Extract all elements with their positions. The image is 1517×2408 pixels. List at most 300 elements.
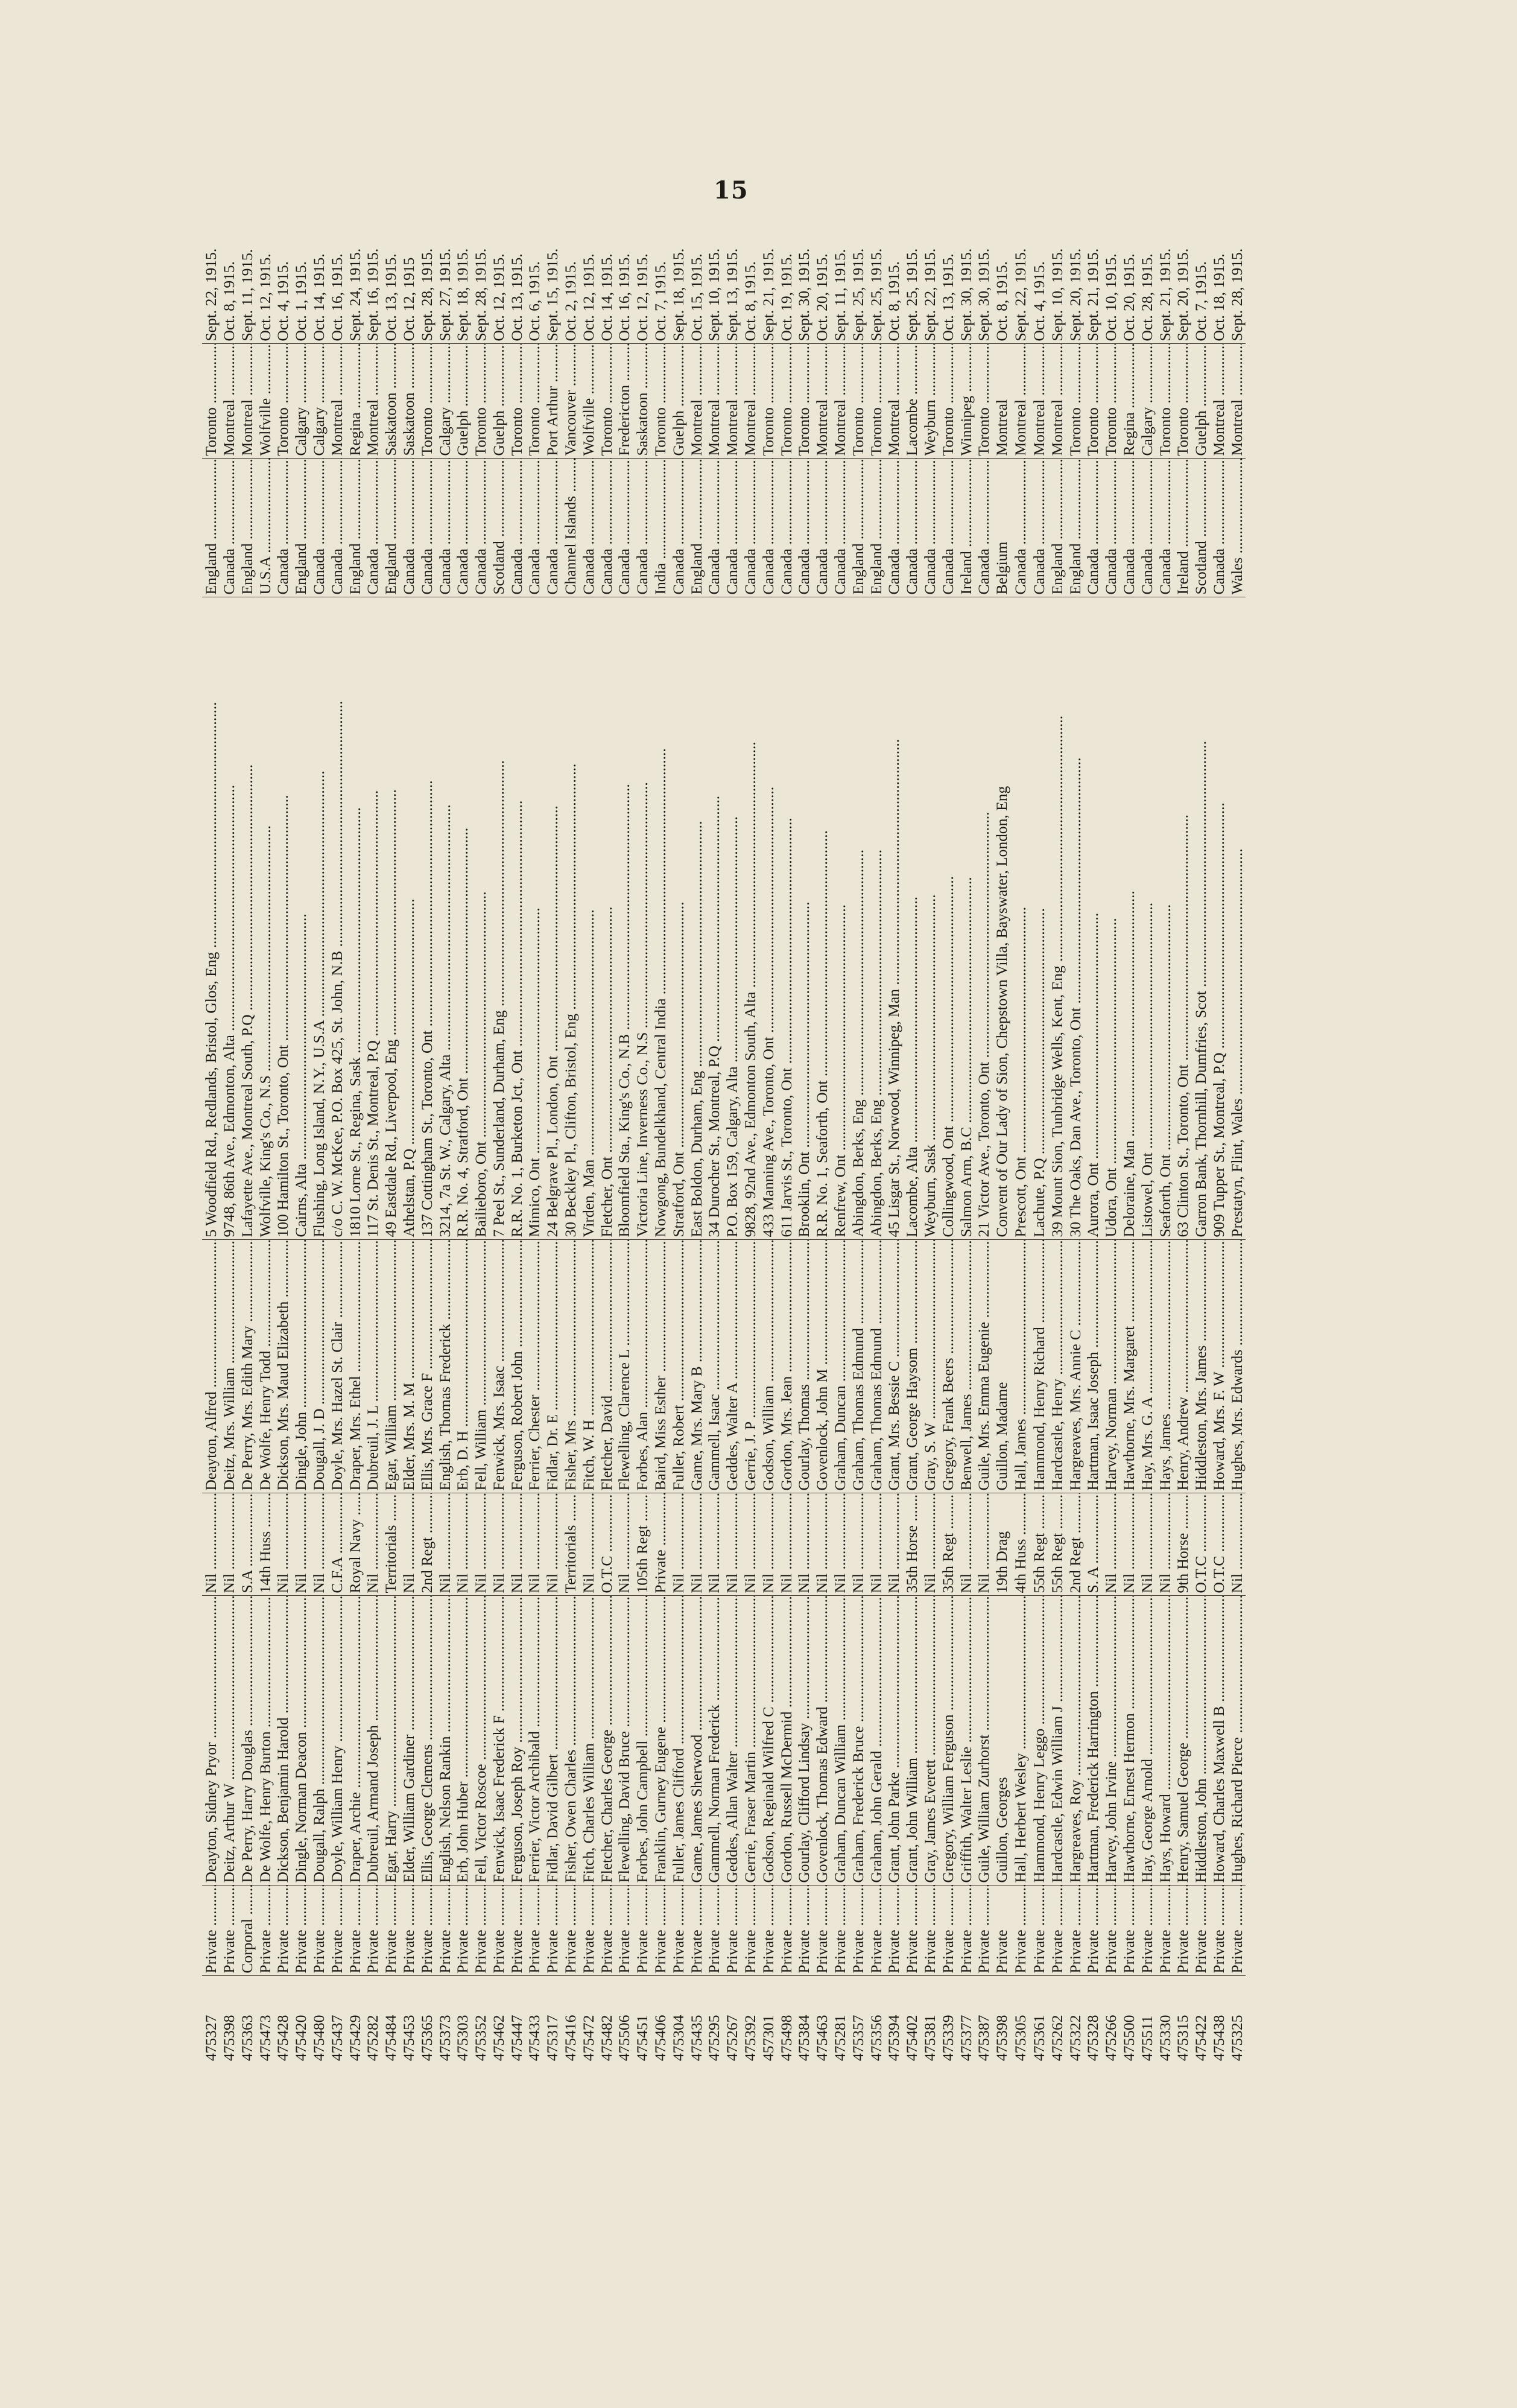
table-row xyxy=(741,241,759,2063)
next-of-kin-address: Weyburn, Sask ..... xyxy=(921,597,939,1240)
place-of-enlistment: Montreal ..... xyxy=(741,344,759,459)
date-of-enlistment: Sept. 30, 1915. xyxy=(975,248,993,342)
soldier-name: Hall, Herbert Wesley ..... xyxy=(1011,1596,1030,1885)
date-of-enlistment: Oct. 19, 1915. xyxy=(777,253,795,342)
previous-service: Nil ..... xyxy=(921,1493,939,1596)
soldier-name: Ferguson, Joseph Roy ..... xyxy=(508,1596,526,1885)
rank: Private ..... xyxy=(1138,1885,1156,1976)
country-of-birth: Wales ..... xyxy=(1228,459,1246,597)
previous-service: Nil ..... xyxy=(975,1493,993,1596)
next-of-kin: Fenwick, Mrs. Isaac ..... xyxy=(490,1240,508,1493)
date-of-enlistment: Sept. 18, 1915. xyxy=(669,248,687,342)
rank: Private ..... xyxy=(202,1885,220,1976)
next-of-kin: Elder, Mrs. M. M ..... xyxy=(400,1240,418,1493)
next-of-kin-address: 7 Peel St., Sunderland, Durham, Eng ..... xyxy=(490,597,508,1240)
country-of-birth: Canada ..... xyxy=(813,459,831,597)
place-of-enlistment: Toronto ..... xyxy=(598,344,616,459)
table-row xyxy=(543,241,562,2063)
table-row xyxy=(1030,241,1048,2063)
next-of-kin-address: 100 Hamilton St., Toronto, Ont ..... xyxy=(274,597,292,1240)
next-of-kin-address: 30 The Oaks, Dan Ave., Toronto, Ont ..... xyxy=(1066,597,1084,1240)
table-row xyxy=(633,241,651,2063)
next-of-kin: Forbes, Alan ..... xyxy=(633,1240,651,1493)
next-of-kin: Howard, Mrs. F. W ..... xyxy=(1210,1240,1228,1493)
next-of-kin-address: 34 Durocher St., Montreal, P.Q ..... xyxy=(705,597,723,1240)
table-row xyxy=(778,241,796,2063)
previous-service: Nil ..... xyxy=(220,1493,238,1596)
table-row xyxy=(525,241,543,2063)
date-of-enlistment: Oct. 8, 1915. xyxy=(220,261,238,342)
previous-service: 55th Regt ..... xyxy=(1030,1493,1048,1596)
table-row xyxy=(328,241,346,2063)
place-of-enlistment: Winnipeg ..... xyxy=(957,344,975,459)
place-of-enlistment: Toronto ..... xyxy=(975,344,993,459)
date-of-enlistment: Oct. 7, 1915. xyxy=(1192,261,1210,342)
regimental-number: 475357 xyxy=(849,1976,867,2063)
place-of-enlistment: Guelph ..... xyxy=(1192,344,1210,459)
place-of-enlistment: Vancouver ..... xyxy=(562,344,580,459)
table-row xyxy=(759,241,778,2063)
date-of-enlistment: Sept. 13, 1915. xyxy=(723,248,741,342)
previous-service: Nil ..... xyxy=(688,1493,706,1596)
regimental-number: 475282 xyxy=(364,1976,382,2063)
nominal-roll-table xyxy=(202,241,1246,2063)
regimental-number: 475361 xyxy=(1030,1976,1048,2063)
next-of-kin-address: Prestatyn, Flint, Wales ..... xyxy=(1228,597,1246,1240)
country-of-birth: India ..... xyxy=(651,459,670,597)
table-row xyxy=(490,241,508,2063)
soldier-name: Guillon, Georges xyxy=(993,1596,1011,1885)
date-of-enlistment: Sept. 11, 1915. xyxy=(831,249,849,342)
country-of-birth: Canada ..... xyxy=(921,459,939,597)
country-of-birth: Canada ..... xyxy=(633,459,651,597)
soldier-name: Gourlay, Clifford Lindsay ..... xyxy=(795,1596,813,1885)
next-of-kin-address: R.R. No. 1, Seaforth, Ont ..... xyxy=(813,597,831,1240)
rank: Private ..... xyxy=(364,1885,382,1976)
regimental-number: 475384 xyxy=(795,1976,813,2063)
rank: Private ..... xyxy=(310,1885,328,1976)
soldier-name: Godson, Reginald Wilfred C ..... xyxy=(759,1596,778,1885)
next-of-kin-address: Renfrew, Ont ..... xyxy=(831,597,849,1240)
soldier-name: Dougall, Ralph ..... xyxy=(310,1596,328,1885)
regimental-number: 475482 xyxy=(598,1976,616,2063)
next-of-kin: Godson, William ..... xyxy=(759,1240,778,1493)
next-of-kin-address: Udora, Ont ..... xyxy=(1102,597,1120,1240)
soldier-name: Hammond, Henry Leggo ..... xyxy=(1030,1596,1048,1885)
rank: Private ..... xyxy=(939,1885,957,1976)
place-of-enlistment: Montreal ..... xyxy=(1210,344,1228,459)
rank: Private ..... xyxy=(525,1885,543,1976)
place-of-enlistment: Toronto ..... xyxy=(274,344,292,459)
date-of-enlistment: Oct. 12, 1915. xyxy=(579,253,597,342)
date-of-enlistment: Oct. 8, 1915. xyxy=(741,261,759,342)
soldier-name: Fitch, Charles William ..... xyxy=(580,1596,598,1885)
date-of-enlistment: Oct. 13, 1915. xyxy=(382,253,400,342)
next-of-kin-address: 21 Victor Ave., Toronto, Ont ..... xyxy=(975,597,993,1240)
next-of-kin-address: Prescott, Ont ..... xyxy=(1011,597,1030,1240)
soldier-name: Franklin, Gurney Eugene ..... xyxy=(651,1596,670,1885)
regimental-number: 475266 xyxy=(1102,1976,1120,2063)
place-of-enlistment: Toronto ..... xyxy=(1174,344,1192,459)
previous-service: 9th Horse ..... xyxy=(1174,1493,1192,1596)
table-row xyxy=(885,241,903,2063)
country-of-birth: England ..... xyxy=(238,459,256,597)
soldier-name: Flewelling, David Bruce ..... xyxy=(615,1596,633,1885)
next-of-kin-address: 39 Mount Sion, Tunbridge Wells, Kent, Eng ..... xyxy=(1048,597,1066,1240)
table-row xyxy=(795,241,813,2063)
place-of-enlistment: Toronto ..... xyxy=(418,344,436,459)
date-of-enlistment: Oct. 14, 1915. xyxy=(597,253,615,342)
next-of-kin: Grant, George Haysom ..... xyxy=(903,1240,921,1493)
rank: Private ..... xyxy=(885,1885,903,1976)
country-of-birth: Canada ..... xyxy=(975,459,993,597)
rank: Private ..... xyxy=(472,1885,490,1976)
country-of-birth: Canada ..... xyxy=(220,459,238,597)
place-of-enlistment: Toronto ..... xyxy=(849,344,867,459)
country-of-birth: England ..... xyxy=(1066,459,1084,597)
next-of-kin: Hawthorne, Mrs. Margaret ..... xyxy=(1120,1240,1138,1493)
soldier-name: Grant, John Parke ..... xyxy=(885,1596,903,1885)
date-of-enlistment: Sept. 30, 1915. xyxy=(957,248,975,342)
soldier-name: De Perry, Harry Douglas ..... xyxy=(238,1596,256,1885)
table-row xyxy=(831,241,849,2063)
place-of-enlistment: Toronto ..... xyxy=(508,344,526,459)
next-of-kin-address: 63 Clinton St., Toronto, Ont ..... xyxy=(1174,597,1192,1240)
next-of-kin-address: 137 Cottingham St., Toronto, Ont ..... xyxy=(418,597,436,1240)
place-of-enlistment: Calgary ..... xyxy=(292,344,310,459)
regimental-number: 475356 xyxy=(867,1976,885,2063)
date-of-enlistment: Sept. 15, 1915. xyxy=(543,248,562,342)
table-row xyxy=(256,241,274,2063)
soldier-name: Fletcher, Charles George ..... xyxy=(598,1596,616,1885)
soldier-name: Gray, James Everett ..... xyxy=(921,1596,939,1885)
soldier-name: Fell, Victor Roscoe ..... xyxy=(472,1596,490,1885)
next-of-kin-address: 117 St. Denis St., Montreal, P.Q ..... xyxy=(364,597,382,1240)
place-of-enlistment: Lacombe ..... xyxy=(903,344,921,459)
regimental-number: 475433 xyxy=(525,1976,543,2063)
next-of-kin: Ferrier, Chester ..... xyxy=(525,1240,543,1493)
next-of-kin-address: 3214, 7a St. W., Calgary, Alta ..... xyxy=(435,597,454,1240)
previous-service: Nil ..... xyxy=(813,1493,831,1596)
previous-service: Nil ..... xyxy=(741,1493,759,1596)
date-of-enlistment: Oct. 10, 1915. xyxy=(1102,253,1120,342)
rank: Private ..... xyxy=(741,1885,759,1976)
next-of-kin: Ferguson, Robert John ..... xyxy=(508,1240,526,1493)
soldier-name: Fisher, Owen Charles ..... xyxy=(562,1596,580,1885)
rank: Private ..... xyxy=(1030,1885,1048,1976)
next-of-kin: Erb, D. H ..... xyxy=(454,1240,472,1493)
place-of-enlistment: Montreal ..... xyxy=(220,344,238,459)
soldier-name: Hartman, Frederick Harrington ..... xyxy=(1084,1596,1102,1885)
table-row xyxy=(921,241,939,2063)
place-of-enlistment: Fredericton ..... xyxy=(615,344,633,459)
regimental-number: 475352 xyxy=(472,1976,490,2063)
place-of-enlistment: Toronto ..... xyxy=(1066,344,1084,459)
country-of-birth: Canada ..... xyxy=(472,459,490,597)
previous-service: Nil ..... xyxy=(1120,1493,1138,1596)
next-of-kin: Gray, S. W ..... xyxy=(921,1240,939,1493)
place-of-enlistment: Toronto ..... xyxy=(1156,344,1174,459)
page-number: 15 xyxy=(714,176,749,205)
country-of-birth: Canada ..... xyxy=(1156,459,1174,597)
next-of-kin: Fletcher, David ..... xyxy=(598,1240,616,1493)
rank: Private ..... xyxy=(1228,1885,1246,1976)
next-of-kin: Baird, Miss Esther ..... xyxy=(651,1240,670,1493)
next-of-kin-address: Convent of Our Lady of Sion, Chepstown Villa, Bayswater, London, Eng xyxy=(993,597,1011,1240)
next-of-kin: Egar, William ..... xyxy=(382,1240,400,1493)
regimental-number: 475506 xyxy=(615,1976,633,2063)
next-of-kin: Doyle, Mrs. Hazel St. Clair ..... xyxy=(328,1240,346,1493)
soldier-name: Gordon, Russell McDermid ..... xyxy=(778,1596,796,1885)
date-of-enlistment: Oct. 20, 1915. xyxy=(813,253,831,342)
regimental-number: 475325 xyxy=(1228,1976,1246,2063)
rank: Private ..... xyxy=(903,1885,921,1976)
previous-service: S.A ..... xyxy=(238,1493,256,1596)
country-of-birth: Canada ..... xyxy=(418,459,436,597)
country-of-birth: Canada ..... xyxy=(903,459,921,597)
date-of-enlistment: Sept. 18, 1915. xyxy=(454,248,472,342)
rank: Private ..... xyxy=(598,1885,616,1976)
next-of-kin: Hays, James ..... xyxy=(1156,1240,1174,1493)
table-row xyxy=(580,241,598,2063)
date-of-enlistment: Oct. 18, 1915. xyxy=(1209,253,1227,342)
place-of-enlistment: Toronto ..... xyxy=(472,344,490,459)
date-of-enlistment: Oct. 13, 1915. xyxy=(939,253,957,342)
next-of-kin: Harvey, Norman ..... xyxy=(1102,1240,1120,1493)
previous-service: 2nd Regt ..... xyxy=(1066,1493,1084,1596)
place-of-enlistment: Montreal ..... xyxy=(1048,344,1066,459)
next-of-kin-address: Nowgong, Bundelkhand, Central India ..... xyxy=(651,597,670,1240)
next-of-kin: Dingle, John ..... xyxy=(292,1240,310,1493)
rank: Private ..... xyxy=(1011,1885,1030,1976)
soldier-name: Game, James Sherwood ..... xyxy=(688,1596,706,1885)
previous-service: Nil ..... xyxy=(615,1493,633,1596)
next-of-kin: Gerrie, J. P ..... xyxy=(741,1240,759,1493)
previous-service: Nil ..... xyxy=(1138,1493,1156,1596)
country-of-birth: Canada ..... xyxy=(328,459,346,597)
table-row xyxy=(598,241,616,2063)
next-of-kin-address: P.O. Box 159, Calgary, Alta ..... xyxy=(723,597,741,1240)
table-row xyxy=(472,241,490,2063)
rank: Private ..... xyxy=(543,1885,562,1976)
place-of-enlistment: Port Arthur ..... xyxy=(543,344,562,459)
date-of-enlistment: Sept. 25, 1915. xyxy=(849,248,867,342)
rank: Private ..... xyxy=(1174,1885,1192,1976)
country-of-birth: England ..... xyxy=(292,459,310,597)
regimental-number: 475463 xyxy=(813,1976,831,2063)
regimental-number: 475472 xyxy=(580,1976,598,2063)
next-of-kin: Graham, Thomas Edmund ..... xyxy=(867,1240,885,1493)
regimental-number: 475422 xyxy=(1192,1976,1210,2063)
date-of-enlistment: Sept. 30, 1915. xyxy=(795,248,813,342)
next-of-kin-address: Athelstan, P.Q ..... xyxy=(400,597,418,1240)
regimental-number: 475398 xyxy=(220,1976,238,2063)
regimental-number: 475281 xyxy=(831,1976,849,2063)
regimental-number: 475511 xyxy=(1138,1976,1156,2063)
previous-service: Nil ..... xyxy=(723,1493,741,1596)
soldier-name: Fenwick, Isaac Frederick F ..... xyxy=(490,1596,508,1885)
table-row xyxy=(1120,241,1138,2063)
regimental-number: 475451 xyxy=(633,1976,651,2063)
next-of-kin: Hartman, Isaac Joseph ..... xyxy=(1084,1240,1102,1493)
regimental-number: 475429 xyxy=(346,1976,364,2063)
next-of-kin-address: Virden, Man ..... xyxy=(580,597,598,1240)
country-of-birth: Canada ..... xyxy=(525,459,543,597)
table-row xyxy=(993,241,1011,2063)
country-of-birth: England ..... xyxy=(202,459,220,597)
place-of-enlistment: Montreal ..... xyxy=(238,344,256,459)
soldier-name: Graham, Duncan William ..... xyxy=(831,1596,849,1885)
soldier-name: Dubreuil, Armand Joseph ..... xyxy=(364,1596,382,1885)
regimental-number: 475394 xyxy=(885,1976,903,2063)
next-of-kin-address: 909 Tupper St., Montreal, P.Q ..... xyxy=(1210,597,1228,1240)
next-of-kin: Fidlar, Dr. E ..... xyxy=(543,1240,562,1493)
table-row xyxy=(1210,241,1228,2063)
next-of-kin-address: 611 Jarvis St., Toronto, Ont ..... xyxy=(778,597,796,1240)
rank: Private ..... xyxy=(1048,1885,1066,1976)
regimental-number: 475447 xyxy=(508,1976,526,2063)
previous-service: Nil ..... xyxy=(202,1493,220,1596)
country-of-birth: Canada ..... xyxy=(885,459,903,597)
next-of-kin: Game, Mrs. Mary B ..... xyxy=(688,1240,706,1493)
date-of-enlistment: Sept. 28, 1915. xyxy=(1227,248,1246,342)
soldier-name: Doyle, William Henry ..... xyxy=(328,1596,346,1885)
next-of-kin: Gammell, Isaac ..... xyxy=(705,1240,723,1493)
previous-service: Nil ..... xyxy=(1228,1493,1246,1596)
regimental-number: 475317 xyxy=(543,1976,562,2063)
place-of-enlistment: Saskatoon ..... xyxy=(382,344,400,459)
table-row xyxy=(1084,241,1102,2063)
previous-service: 35th Horse ..... xyxy=(903,1493,921,1596)
soldier-name: Ferrier, Victor Archibald ..... xyxy=(525,1596,543,1885)
regimental-number: 475498 xyxy=(778,1976,796,2063)
table-row xyxy=(1066,241,1084,2063)
next-of-kin-address: Salmon Arm, B.C ..... xyxy=(957,597,975,1240)
soldier-name: Grant, John William ..... xyxy=(903,1596,921,1885)
previous-service: 2nd Regt ..... xyxy=(418,1493,436,1596)
country-of-birth: Canada ..... xyxy=(615,459,633,597)
regimental-number: 475315 xyxy=(1174,1976,1192,2063)
place-of-enlistment: Toronto ..... xyxy=(525,344,543,459)
place-of-enlistment: Calgary ..... xyxy=(435,344,454,459)
date-of-enlistment: Sept. 21, 1915. xyxy=(759,248,777,342)
regimental-number: 475267 xyxy=(723,1976,741,2063)
country-of-birth: Canada ..... xyxy=(364,459,382,597)
next-of-kin: Graham, Duncan ..... xyxy=(831,1240,849,1493)
soldier-name: Erb, John Huber ..... xyxy=(454,1596,472,1885)
date-of-enlistment: Oct. 1, 1915. xyxy=(292,261,310,342)
place-of-enlistment: Montreal ..... xyxy=(705,344,723,459)
date-of-enlistment: Sept. 21, 1915. xyxy=(1156,248,1174,342)
date-of-enlistment: Oct. 16, 1915. xyxy=(328,253,346,342)
regimental-number: 475387 xyxy=(975,1976,993,2063)
soldier-name: Govenlock, Thomas Edward ..... xyxy=(813,1596,831,1885)
table-row xyxy=(670,241,688,2063)
country-of-birth: Canada ..... xyxy=(1102,459,1120,597)
country-of-birth: Canada ..... xyxy=(670,459,688,597)
table-row xyxy=(957,241,975,2063)
regimental-number: 475339 xyxy=(939,1976,957,2063)
regimental-number: 475438 xyxy=(1210,1976,1228,2063)
next-of-kin-address: 9748, 86th Ave., Edmonton, Alta ..... xyxy=(220,597,238,1240)
previous-service: O.T.C ..... xyxy=(598,1493,616,1596)
regimental-number: 475420 xyxy=(292,1976,310,2063)
regimental-number: 475381 xyxy=(921,1976,939,2063)
country-of-birth: England ..... xyxy=(867,459,885,597)
soldier-name: Hays, Howard ..... xyxy=(1156,1596,1174,1885)
country-of-birth: Canada ..... xyxy=(1030,459,1048,597)
date-of-enlistment: Oct. 13, 1915. xyxy=(507,253,525,342)
regimental-number: 475484 xyxy=(382,1976,400,2063)
place-of-enlistment: Guelph ..... xyxy=(454,344,472,459)
date-of-enlistment: Oct. 16, 1915. xyxy=(615,253,633,342)
date-of-enlistment: Oct. 4, 1915. xyxy=(274,261,292,342)
table-row xyxy=(454,241,472,2063)
next-of-kin: Grant, Mrs. Bessie C ..... xyxy=(885,1240,903,1493)
country-of-birth: England ..... xyxy=(688,459,706,597)
next-of-kin-address: Cairns, Alta ..... xyxy=(292,597,310,1240)
next-of-kin: Draper, Mrs. Ethel ..... xyxy=(346,1240,364,1493)
table-row xyxy=(1192,241,1210,2063)
soldier-name: Deitz, Arthur W ..... xyxy=(220,1596,238,1885)
date-of-enlistment: Sept. 10, 1915. xyxy=(705,248,723,342)
next-of-kin-address: Seaforth, Ont ..... xyxy=(1156,597,1174,1240)
rank: Private ..... xyxy=(382,1885,400,1976)
rank: Private ..... xyxy=(580,1885,598,1976)
place-of-enlistment: Weyburn ..... xyxy=(921,344,939,459)
date-of-enlistment: Oct. 4, 1915. xyxy=(1030,261,1048,342)
next-of-kin: Dickson, Mrs. Maud Elizabeth ..... xyxy=(274,1240,292,1493)
date-of-enlistment: Oct. 6, 1915. xyxy=(525,261,543,342)
regimental-number: 475262 xyxy=(1048,1976,1066,2063)
next-of-kin: Flewelling, Clarence L ..... xyxy=(615,1240,633,1493)
rank: Private ..... xyxy=(1192,1885,1210,1976)
previous-service: Nil ..... xyxy=(759,1493,778,1596)
previous-service: Nil ..... xyxy=(543,1493,562,1596)
table-row xyxy=(651,241,670,2063)
place-of-enlistment: Montreal ..... xyxy=(688,344,706,459)
place-of-enlistment: Wolfville ..... xyxy=(256,344,274,459)
country-of-birth: Channel Islands ..... xyxy=(562,459,580,597)
previous-service: 55th Regt ..... xyxy=(1048,1493,1066,1596)
next-of-kin-address: 49 Eastdale Rd., Liverpool, Eng ..... xyxy=(382,597,400,1240)
regimental-number: 475398 xyxy=(993,1976,1011,2063)
next-of-kin-address: Abingdon, Berks, Eng ..... xyxy=(867,597,885,1240)
next-of-kin: Dougall, J. D ..... xyxy=(310,1240,328,1493)
next-of-kin: Deayton, Alfred ..... xyxy=(202,1240,220,1493)
country-of-birth: Canada ..... xyxy=(795,459,813,597)
next-of-kin: Hughes, Mrs. Edwards ..... xyxy=(1228,1240,1246,1493)
date-of-enlistment: Sept. 11, 1915. xyxy=(238,249,256,342)
country-of-birth: Belgium xyxy=(993,459,1011,597)
soldier-name: Guile, William Zurhorst ..... xyxy=(975,1596,993,1885)
next-of-kin: Deitz, Mrs. William ..... xyxy=(220,1240,238,1493)
soldier-name: Ellis, George Clemens ..... xyxy=(418,1596,436,1885)
regimental-number: 475303 xyxy=(454,1976,472,2063)
regimental-number: 475330 xyxy=(1156,1976,1174,2063)
next-of-kin: Fitch, W. H ..... xyxy=(580,1240,598,1493)
date-of-enlistment: Oct. 28, 1915. xyxy=(1138,253,1156,342)
previous-service: Nil ..... xyxy=(670,1493,688,1596)
regimental-number: 475402 xyxy=(903,1976,921,2063)
soldier-name: Hughes, Richard Pierce ..... xyxy=(1228,1596,1246,1885)
table-row xyxy=(705,241,723,2063)
next-of-kin-address: Victoria Line, Inverness Co., N.S ..... xyxy=(633,597,651,1240)
previous-service: Nil ..... xyxy=(795,1493,813,1596)
place-of-enlistment: Montreal ..... xyxy=(364,344,382,459)
table-row xyxy=(1156,241,1174,2063)
rank: Private ..... xyxy=(346,1885,364,1976)
